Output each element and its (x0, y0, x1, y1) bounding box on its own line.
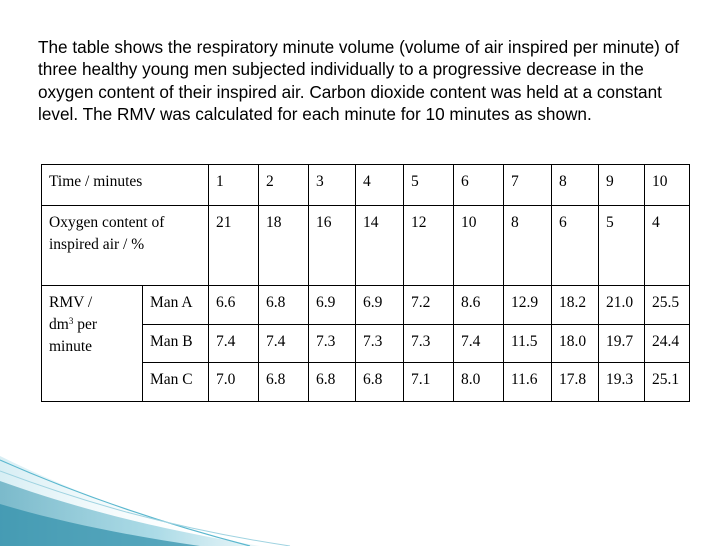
table-cell: 12 (404, 206, 454, 286)
rmv-label-pre: RMV / (49, 294, 93, 311)
table-cell: 12.9 (504, 286, 552, 325)
table-cell: 19.7 (599, 324, 645, 363)
table-cell: 7.4 (259, 324, 309, 363)
table-cell: 8 (504, 206, 552, 286)
table-cell: 1 (209, 165, 259, 206)
table-cell: 19.3 (599, 363, 645, 402)
table-cell: 7.3 (309, 324, 356, 363)
table-cell: 6.8 (356, 363, 404, 402)
table-cell: 18.2 (552, 286, 599, 325)
man-label: Man C (143, 363, 209, 402)
table-cell: 6 (552, 206, 599, 286)
table-cell: 18 (259, 206, 309, 286)
table-cell: 7.3 (404, 324, 454, 363)
man-label: Man B (143, 324, 209, 363)
table-cell: 2 (259, 165, 309, 206)
table-cell: 10 (645, 165, 690, 206)
table-cell: 7.2 (404, 286, 454, 325)
table-cell: 6.8 (259, 363, 309, 402)
rmv-label-sup: 3 (68, 316, 74, 326)
table-cell: 17.8 (552, 363, 599, 402)
table-cell: 6.9 (356, 286, 404, 325)
decorative-swoosh (0, 446, 320, 546)
table-row-oxygen (42, 206, 690, 286)
table-cell: 11.5 (504, 324, 552, 363)
table-row-time (42, 165, 690, 206)
oxygen-header-cell: Oxygen content of inspired air / % (42, 206, 209, 286)
table-cell: 21.0 (599, 286, 645, 325)
rmv-table (41, 164, 690, 402)
table-cell: 5 (599, 206, 645, 286)
table-row-man-a (42, 286, 690, 325)
table-cell: 7 (504, 165, 552, 206)
table-cell: 24.4 (645, 324, 690, 363)
table-cell: 6.8 (259, 286, 309, 325)
table-cell: 7.4 (454, 324, 504, 363)
table-cell: 16 (309, 206, 356, 286)
table-cell: 10 (454, 206, 504, 286)
intro-paragraph: The table shows the respiratory minute volume (volume of air inspired per minute) of three healthy young men subjected individually to a progressive decrease in the oxygen content of their inspired air. Carbon dioxide content was held at a constant level. The RMV was calculated for each minute for 10 minutes as shown. (38, 37, 679, 124)
table-cell: 3 (309, 165, 356, 206)
table-cell: 5 (404, 165, 454, 206)
rmv-label-cell (42, 286, 143, 402)
table-cell: 7.1 (404, 363, 454, 402)
table-cell: 8.0 (454, 363, 504, 402)
man-label: Man A (143, 286, 209, 325)
table-cell: 8 (552, 165, 599, 206)
table-cell: 6 (454, 165, 504, 206)
table-cell: 4 (645, 206, 690, 286)
table-cell: 18.0 (552, 324, 599, 363)
table-cell: 11.6 (504, 363, 552, 402)
time-header-cell: Time / minutes (42, 165, 209, 206)
table-cell: 6.8 (309, 363, 356, 402)
rmv-label-unit: dm (49, 316, 69, 333)
table-cell: 8.6 (454, 286, 504, 325)
table-cell: 25.5 (645, 286, 690, 325)
table-cell: 7.3 (356, 324, 404, 363)
table-cell: 6.9 (309, 286, 356, 325)
table-cell: 21 (209, 206, 259, 286)
table-cell: 9 (599, 165, 645, 206)
table-cell: 7.0 (209, 363, 259, 402)
table-cell: 14 (356, 206, 404, 286)
table-cell: 6.6 (209, 286, 259, 325)
table-cell: 7.4 (209, 324, 259, 363)
table-cell: 4 (356, 165, 404, 206)
rmv-label-post: per minute (49, 316, 97, 355)
table-cell: 25.1 (645, 363, 690, 402)
